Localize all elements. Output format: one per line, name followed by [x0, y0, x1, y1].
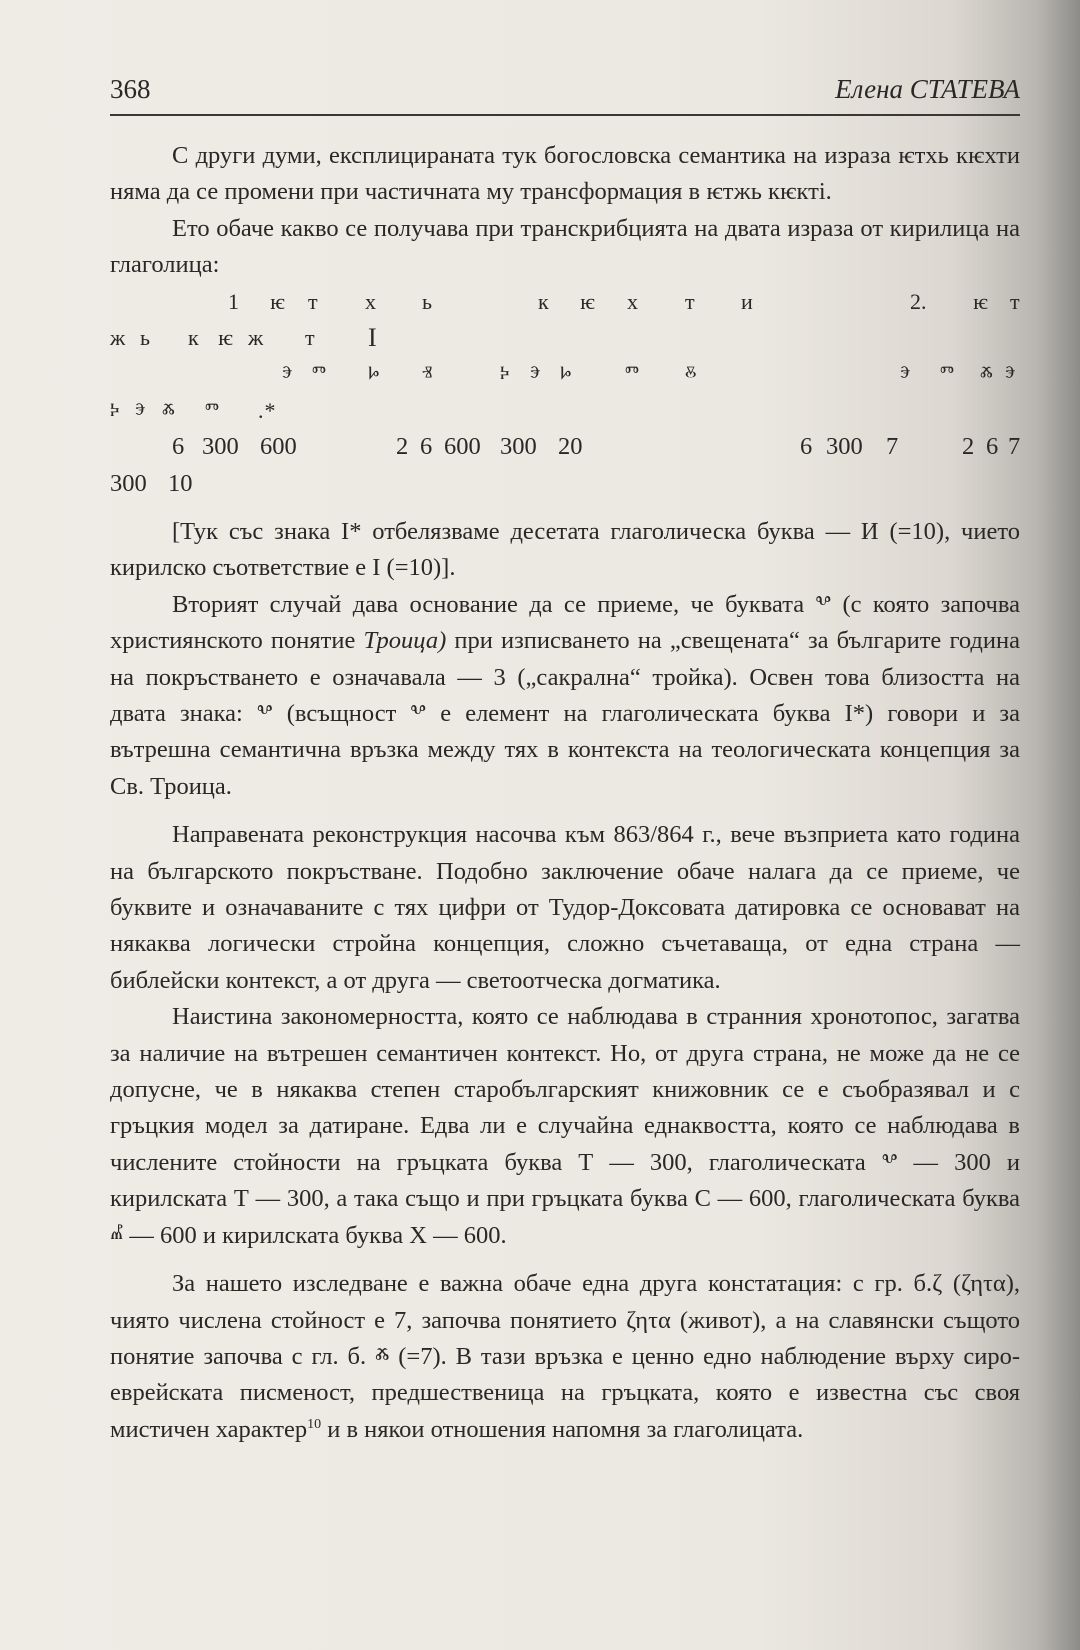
glagolitic-char: ⰽ — [110, 397, 121, 423]
glagolitic-char: ⱅ — [312, 361, 328, 387]
author-name: Елена СТАТЕВА — [835, 74, 1020, 104]
transcription-char: 2. — [910, 288, 927, 314]
glagolitic-char: ⰵ — [530, 361, 542, 387]
transcription-char: х — [365, 288, 376, 314]
numeric-value: 7 — [886, 433, 899, 461]
body-text — [110, 138, 1020, 1448]
paragraph-4 — [110, 587, 1020, 805]
transcription-char: I — [368, 323, 377, 353]
glagolitic-char: .* — [258, 397, 277, 423]
numeric-value: 2 — [396, 433, 409, 461]
numeric-value: 6 — [420, 433, 433, 461]
paragraph-3: [Тук със знака I* отбелязваме десетата глаголическа буква — И (=10), чието кирилско съответствие е I (=10)]. — [110, 517, 1020, 582]
transcription-char: ж — [248, 325, 264, 351]
paragraph-4-start: Вторият случай дава основание да се приеме, че буквата ⰲ (с която започва християнското понятие — [110, 590, 1020, 655]
numeric-value: 600 — [444, 433, 481, 461]
transcription-char: ь — [422, 288, 433, 314]
paragraph-4-italic-term: Троица) — [363, 627, 447, 655]
paragraph-7-end: и в някои отношения напомня за глаголицата. — [321, 1415, 804, 1443]
transcription-char: и — [741, 288, 753, 314]
numeric-value: 300 — [826, 433, 863, 461]
paragraph-4-end: при изписването на „свещената“ за българите година на покръстването е означавала — 3 („сакрална“ тройка). Освен това близостта на двата знака: ⰲ (всъщност ⰲ е елемент на глаголическата буква I*) говори и за вътрешна семантична връзка между тях в контекста на теологическата концепция за Св. Троица. — [110, 627, 1020, 800]
glagolitic-char: ⰶ — [980, 361, 994, 387]
numeric-value: 20 — [558, 433, 583, 461]
transcription-char: ѥ — [270, 288, 285, 314]
numeric-value: 6 — [986, 433, 999, 461]
numeric-values-row-2 — [110, 466, 1020, 502]
transcription-char: т — [685, 288, 695, 314]
numeric-value: 300 — [110, 469, 147, 497]
page-number: 368 — [110, 74, 151, 104]
numeric-value: 6 — [800, 433, 813, 461]
transcription-char: ж — [110, 325, 126, 351]
glagolitic-char: ⱅ — [205, 397, 221, 423]
transcription-char: ѥ — [580, 288, 595, 314]
paragraph-1: С други думи, експлицираната тук богословска семантика на израза ѥтхь кѥхти няма да се промени при частичната му трансформация в ѥтжь кѥкті. — [110, 142, 1020, 206]
numeric-values-row-1 — [110, 429, 1020, 465]
paragraph-6: Наистина закономерността, която се наблюдава в странния хронотопос, загатва за наличие на вътрешен семантичен контекст. Но, от друга страна, не може да не се допусне, че в някаква степен старобългарският книжовник се е съобразявал и с гръцкия модел за датиране. Едва ли е случайна еднаквостта, която се наблюдава в числените стойности на гръцката буква Т — 300, глаголическата ⰲ — 300 и кирилската Т — 300, а така също и при гръцката буква С — 600, глаголическата буква ⰼ — 600 и кирилската буква Х — 600. — [110, 1003, 1020, 1249]
glagolitic-char: ⰶ — [162, 397, 176, 423]
transcription-char: к — [188, 325, 199, 351]
numeric-value: 300 — [202, 433, 239, 461]
transcription-char: ѥ — [973, 288, 988, 314]
glagolitic-char: ⰵ — [282, 361, 294, 387]
glagolitic-transcription-row-1 — [110, 356, 1020, 392]
paragraph-7 — [110, 1266, 1020, 1448]
transcription-char: к — [538, 288, 549, 314]
running-head — [110, 68, 1020, 116]
glagolitic-transcription-row-2 — [110, 393, 1020, 429]
cyrillic-transcription-row-2 — [110, 320, 1020, 356]
numeric-value: 7 — [1008, 433, 1021, 461]
glagolitic-char: ⱈ — [560, 361, 573, 387]
numeric-value: 2 — [962, 433, 975, 461]
glagolitic-char: ⰵ — [900, 361, 912, 387]
numeric-value: 300 — [500, 433, 537, 461]
numeric-value: 600 — [260, 433, 297, 461]
transcription-char: т — [308, 288, 318, 314]
glagolitic-char: ⱈ — [368, 361, 381, 387]
transcription-char: 1 — [228, 288, 239, 314]
transcription-char: ь — [140, 325, 151, 351]
transcription-char: х — [627, 288, 638, 314]
glagolitic-char: ⱅ — [940, 361, 956, 387]
glagolitic-char: ⰽ — [500, 361, 511, 387]
cyrillic-transcription-row-1 — [110, 284, 1020, 320]
transcription-char: т — [1010, 288, 1020, 314]
glagolitic-char: ⱐ — [422, 361, 434, 387]
glagolitic-char: ⰵ — [1005, 361, 1017, 387]
paragraph-7-start: За нашето изследване е важна обаче една друга констатация: с гр. б.ζ (ζητα), чиято числена стойност е 7, започва понятието ζητα (живот), а на славянски същото понятие започва с гл. б. ⰶ (=7). В тази връзка е ценно едно наблюдение върху сиро-еврейската писменост, предшественица на гръцката, която е известна със своя мистичен характер — [110, 1270, 1020, 1443]
numeric-value: 10 — [168, 469, 193, 497]
footnote-ref-10[interactable]: 10 — [307, 1416, 322, 1432]
glagolitic-char: ⰻ — [685, 361, 698, 387]
transcription-char: т — [305, 325, 315, 351]
paragraph-5: Направената реконструкция насочва към 863/864 г., вече възприета като година на българското покръстване. Подобно заключение обаче налага да се приеме, че буквите и означаваните с тях цифри от Тудор-Доксовата датировка се основават на някаква логически стройна концепция, сложно съчетаваща, от една страна — библейски контекст, а от друга — светоотческа догматика. — [110, 821, 1020, 994]
paragraph-2: Ето обаче какво се получава при транскрибцията на двата израза от кирилица на глаголица: — [110, 214, 1020, 279]
transcription-char: ѥ — [218, 325, 233, 351]
glagolitic-char: ⱅ — [625, 361, 641, 387]
numeric-value: 6 — [172, 433, 185, 461]
glagolitic-char: ⰵ — [135, 397, 147, 423]
